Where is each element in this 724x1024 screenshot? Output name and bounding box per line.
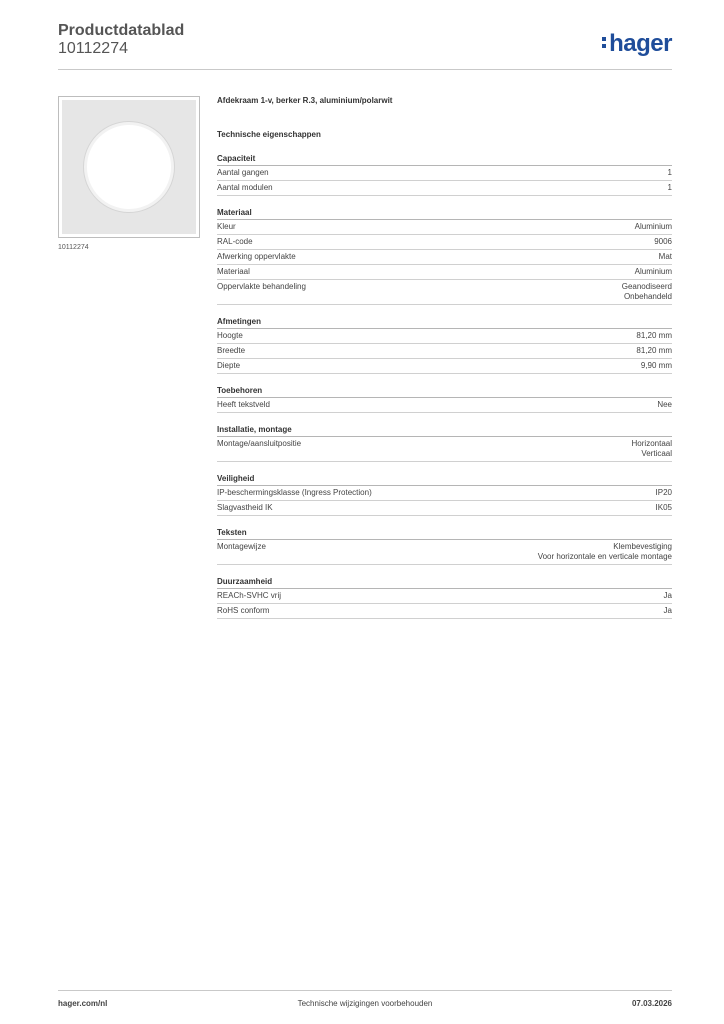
spec-row — [217, 359, 672, 374]
spec-section — [217, 386, 672, 413]
spec-section — [217, 474, 672, 516]
product-name: Afdekraam 1-v, berker R.3, aluminium/polarwit — [217, 96, 393, 105]
spec-row — [217, 344, 672, 359]
spec-content — [217, 96, 672, 619]
spec-section — [217, 317, 672, 374]
spec-label: Materiaal — [217, 267, 250, 276]
spec-label: Hoogte — [217, 331, 243, 340]
document-title: Productdatablad — [58, 22, 185, 39]
hager-logo — [602, 30, 672, 58]
spec-value-line: Geanodiseerd — [621, 282, 672, 291]
spec-value — [654, 237, 672, 247]
spec-row — [217, 250, 672, 265]
spec-value — [632, 439, 672, 459]
spec-value-line: IP20 — [655, 488, 672, 497]
spec-value-line: Horizontaal — [631, 439, 672, 448]
spec-value-line: 1 — [667, 168, 672, 177]
footer-disclaimer: Technische wijzigingen voorbehouden — [297, 999, 433, 1008]
product-image — [58, 96, 200, 238]
spec-row — [217, 540, 672, 565]
spec-value — [538, 542, 672, 562]
spec-label: RAL-code — [217, 237, 253, 246]
footer-date: 07.03.2026 — [631, 999, 672, 1008]
spec-label: Montagewijze — [217, 542, 266, 551]
spec-value-line: Klembevestiging — [613, 542, 672, 551]
spec-value-line: Aluminium — [634, 267, 672, 276]
spec-value-line: IK05 — [655, 503, 672, 512]
spec-label: RoHS conform — [217, 606, 270, 615]
section-title: Teksten — [217, 528, 672, 540]
image-caption: 10112274 — [58, 244, 89, 251]
spec-section — [217, 528, 672, 565]
spec-row — [217, 486, 672, 501]
spec-label: Heeft tekstveld — [217, 400, 270, 409]
spec-label: Aantal gangen — [217, 168, 269, 177]
spec-value — [657, 400, 672, 410]
spec-value — [664, 606, 672, 616]
spec-row — [217, 501, 672, 516]
spec-value-line: Nee — [657, 400, 672, 409]
logo-dots-icon — [602, 37, 607, 51]
spec-row — [217, 398, 672, 413]
spec-row — [217, 437, 672, 462]
spec-value-line: 9006 — [654, 237, 672, 246]
section-title: Materiaal — [217, 208, 672, 220]
spec-section — [217, 577, 672, 619]
cover-plate-opening — [84, 122, 174, 212]
spec-label: Diepte — [217, 361, 241, 370]
spec-row — [217, 235, 672, 250]
page-header — [58, 22, 672, 70]
section-title: Duurzaamheid — [217, 577, 672, 589]
spec-value — [656, 503, 672, 513]
spec-value — [635, 267, 672, 277]
spec-label: Oppervlakte behandeling — [217, 282, 306, 291]
spec-value — [668, 183, 672, 193]
spec-row — [217, 166, 672, 181]
spec-value-line: Onbehandeld — [623, 292, 672, 301]
spec-value — [659, 252, 672, 262]
spec-value-line: 9,90 mm — [640, 361, 672, 370]
spec-row — [217, 589, 672, 604]
spec-label: Kleur — [217, 222, 236, 231]
spec-label: Afwerking oppervlakte — [217, 252, 296, 261]
spec-value — [622, 282, 672, 302]
spec-value — [664, 591, 672, 601]
section-title: Installatie, montage — [217, 425, 672, 437]
section-title: Toebehoren — [217, 386, 672, 398]
spec-row — [217, 329, 672, 344]
spec-value-line: Aluminium — [634, 222, 672, 231]
spec-row — [217, 181, 672, 196]
document-number: 10112274 — [58, 40, 128, 57]
spec-value — [636, 346, 672, 356]
spec-label: Slagvastheid IK — [217, 503, 273, 512]
spec-value-line: Mat — [658, 252, 672, 261]
footer-website: hager.com/nl — [58, 999, 108, 1008]
spec-section — [217, 154, 672, 196]
spec-sections — [217, 154, 672, 619]
cover-plate-picture — [62, 100, 196, 234]
spec-value-line: Ja — [663, 606, 672, 615]
logo-text: hager — [609, 30, 672, 57]
spec-row — [217, 220, 672, 235]
spec-row — [217, 280, 672, 305]
spec-value — [636, 331, 672, 341]
spec-label: Aantal modulen — [217, 183, 273, 192]
spec-value-line: 81,20 mm — [636, 346, 672, 355]
spec-label: Montage/aansluitpositie — [217, 439, 302, 448]
spec-section — [217, 208, 672, 305]
spec-label: Breedte — [217, 346, 246, 355]
spec-label: IP-beschermingsklasse (Ingress Protection) — [217, 488, 372, 497]
spec-value-line: Ja — [663, 591, 672, 600]
spec-label: REACh-SVHC vrij — [217, 591, 282, 600]
spec-row — [217, 265, 672, 280]
spec-value — [668, 168, 672, 178]
spec-value — [635, 222, 672, 232]
spec-value-line: 1 — [667, 183, 672, 192]
spec-value — [656, 488, 672, 498]
spec-value-line: 81,20 mm — [636, 331, 672, 340]
spec-row — [217, 604, 672, 619]
spec-value-line: Voor horizontale en verticale montage — [537, 552, 672, 561]
spec-section — [217, 425, 672, 462]
section-title: Capaciteit — [217, 154, 672, 166]
section-title: Afmetingen — [217, 317, 672, 329]
technical-properties-title: Technische eigenschappen — [217, 130, 321, 139]
section-title: Veiligheid — [217, 474, 672, 486]
spec-value — [641, 361, 672, 371]
spec-value-line: Verticaal — [641, 449, 672, 458]
page-footer — [58, 990, 672, 1010]
